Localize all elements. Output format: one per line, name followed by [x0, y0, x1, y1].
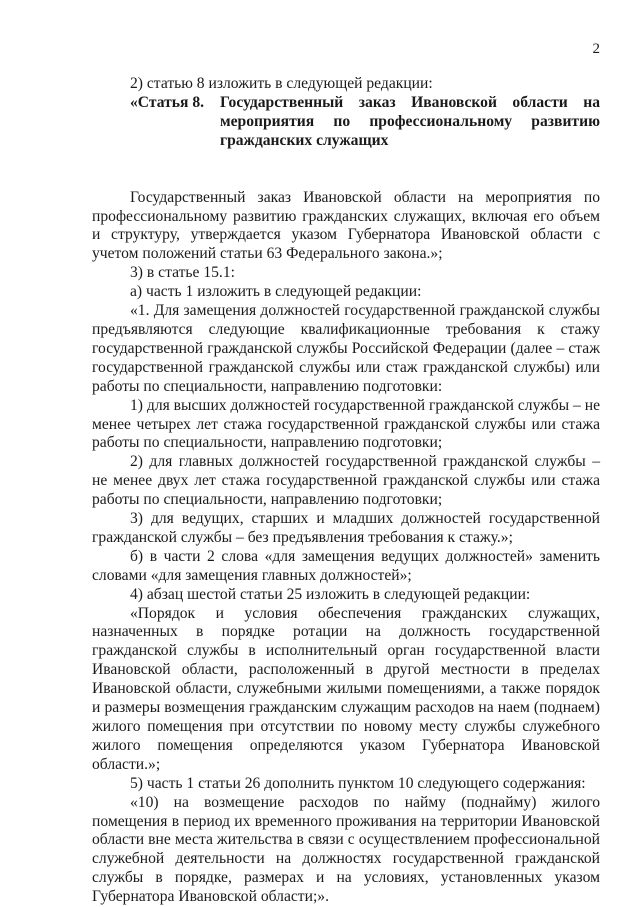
document-body	[92, 75, 600, 907]
paragraph-item1: 1) для высших должностей государственной гражданской службы – не менее четырех лет стажа государственной гражданской службы или стажа работы по специальности, направлению подготовки;	[92, 396, 600, 452]
blank-line	[92, 151, 600, 189]
paragraph-article25-intro: 4) абзац шестой статьи 25 изложить в следующей редакции:	[130, 585, 531, 603]
paragraph-part1-text: «1. Для замещения должностей государственной гражданской службы предъявляются следующие квалификационные требования к стажу государственной гражданской службы Российской Федерации (далее – стаж государственной гражданской службы или стаж гражданской службы) или работы по специальности, направлению подготовки:	[92, 302, 600, 395]
paragraph-item3: 3) для ведущих, старших и младших должностей государственной гражданской службы – без предъявления требования к стажу.»;	[92, 510, 600, 546]
paragraph-article8-intro: 2) статью 8 изложить в следующей редакции:	[130, 75, 433, 92]
article-heading-title: Государственный заказ Ивановской области на мероприятия по профессиональному развитию гражданских служащих	[220, 93, 600, 149]
paragraph-article26-item10: «10) на возмещение расходов по найму (поднайму) жилого помещения в период их временного проживания на территории Ивановской области вне места жительства в связи с осуществлением профессиональной служебной деятельности на должностях государственной гражданской службы в порядке, размерах и на условиях, установленных указом Губернатора Ивановской области;».	[92, 793, 600, 906]
paragraph-part1-intro: а) часть 1 изложить в следующей редакции:	[130, 283, 422, 301]
article-heading	[92, 94, 600, 151]
paragraph-article25-text: «Порядок и условия обеспечения гражданских служащих, назначенных в порядке ротации на должность государственной гражданской службы в исполнительный орган государственной власти Ивановской области, расположенный в другой местности в пределах Ивановской области, служебными жилыми помещениями, а также порядок и размеры возмещения гражданским служащим расходов на наем (поднаем) жилого помещения при отсутствии по новому месту службы служебного жилого помещения определяются указом Губернатора Ивановской области.»;	[92, 604, 600, 773]
page-number: 2	[592, 41, 600, 57]
paragraph-article15-intro: 3) в статье 15.1:	[130, 264, 235, 282]
paragraph-article26-intro: 5) часть 1 статьи 26 дополнить пунктом 10 следующего содержания:	[130, 774, 586, 792]
article-heading-label: «Статья 8.	[130, 93, 205, 111]
paragraph-item2: 2) для главных должностей государственной гражданской службы – не менее двух лет стажа государственной гражданской службы или стажа работы по специальности, направлению подготовки;	[92, 453, 600, 509]
paragraph-article8-body: Государственный заказ Ивановской области на мероприятия по профессиональному развитию гражданских служащих, включая его объем и структуру, утверждается указом Губернатора Ивановской области с учетом положений статьи 63 Федерального закона.»;	[92, 188, 600, 263]
paragraph-part2-change: б) в части 2 слова «для замещения ведущих должностей» заменить словами «для замещения главных должностей»;	[92, 547, 600, 584]
